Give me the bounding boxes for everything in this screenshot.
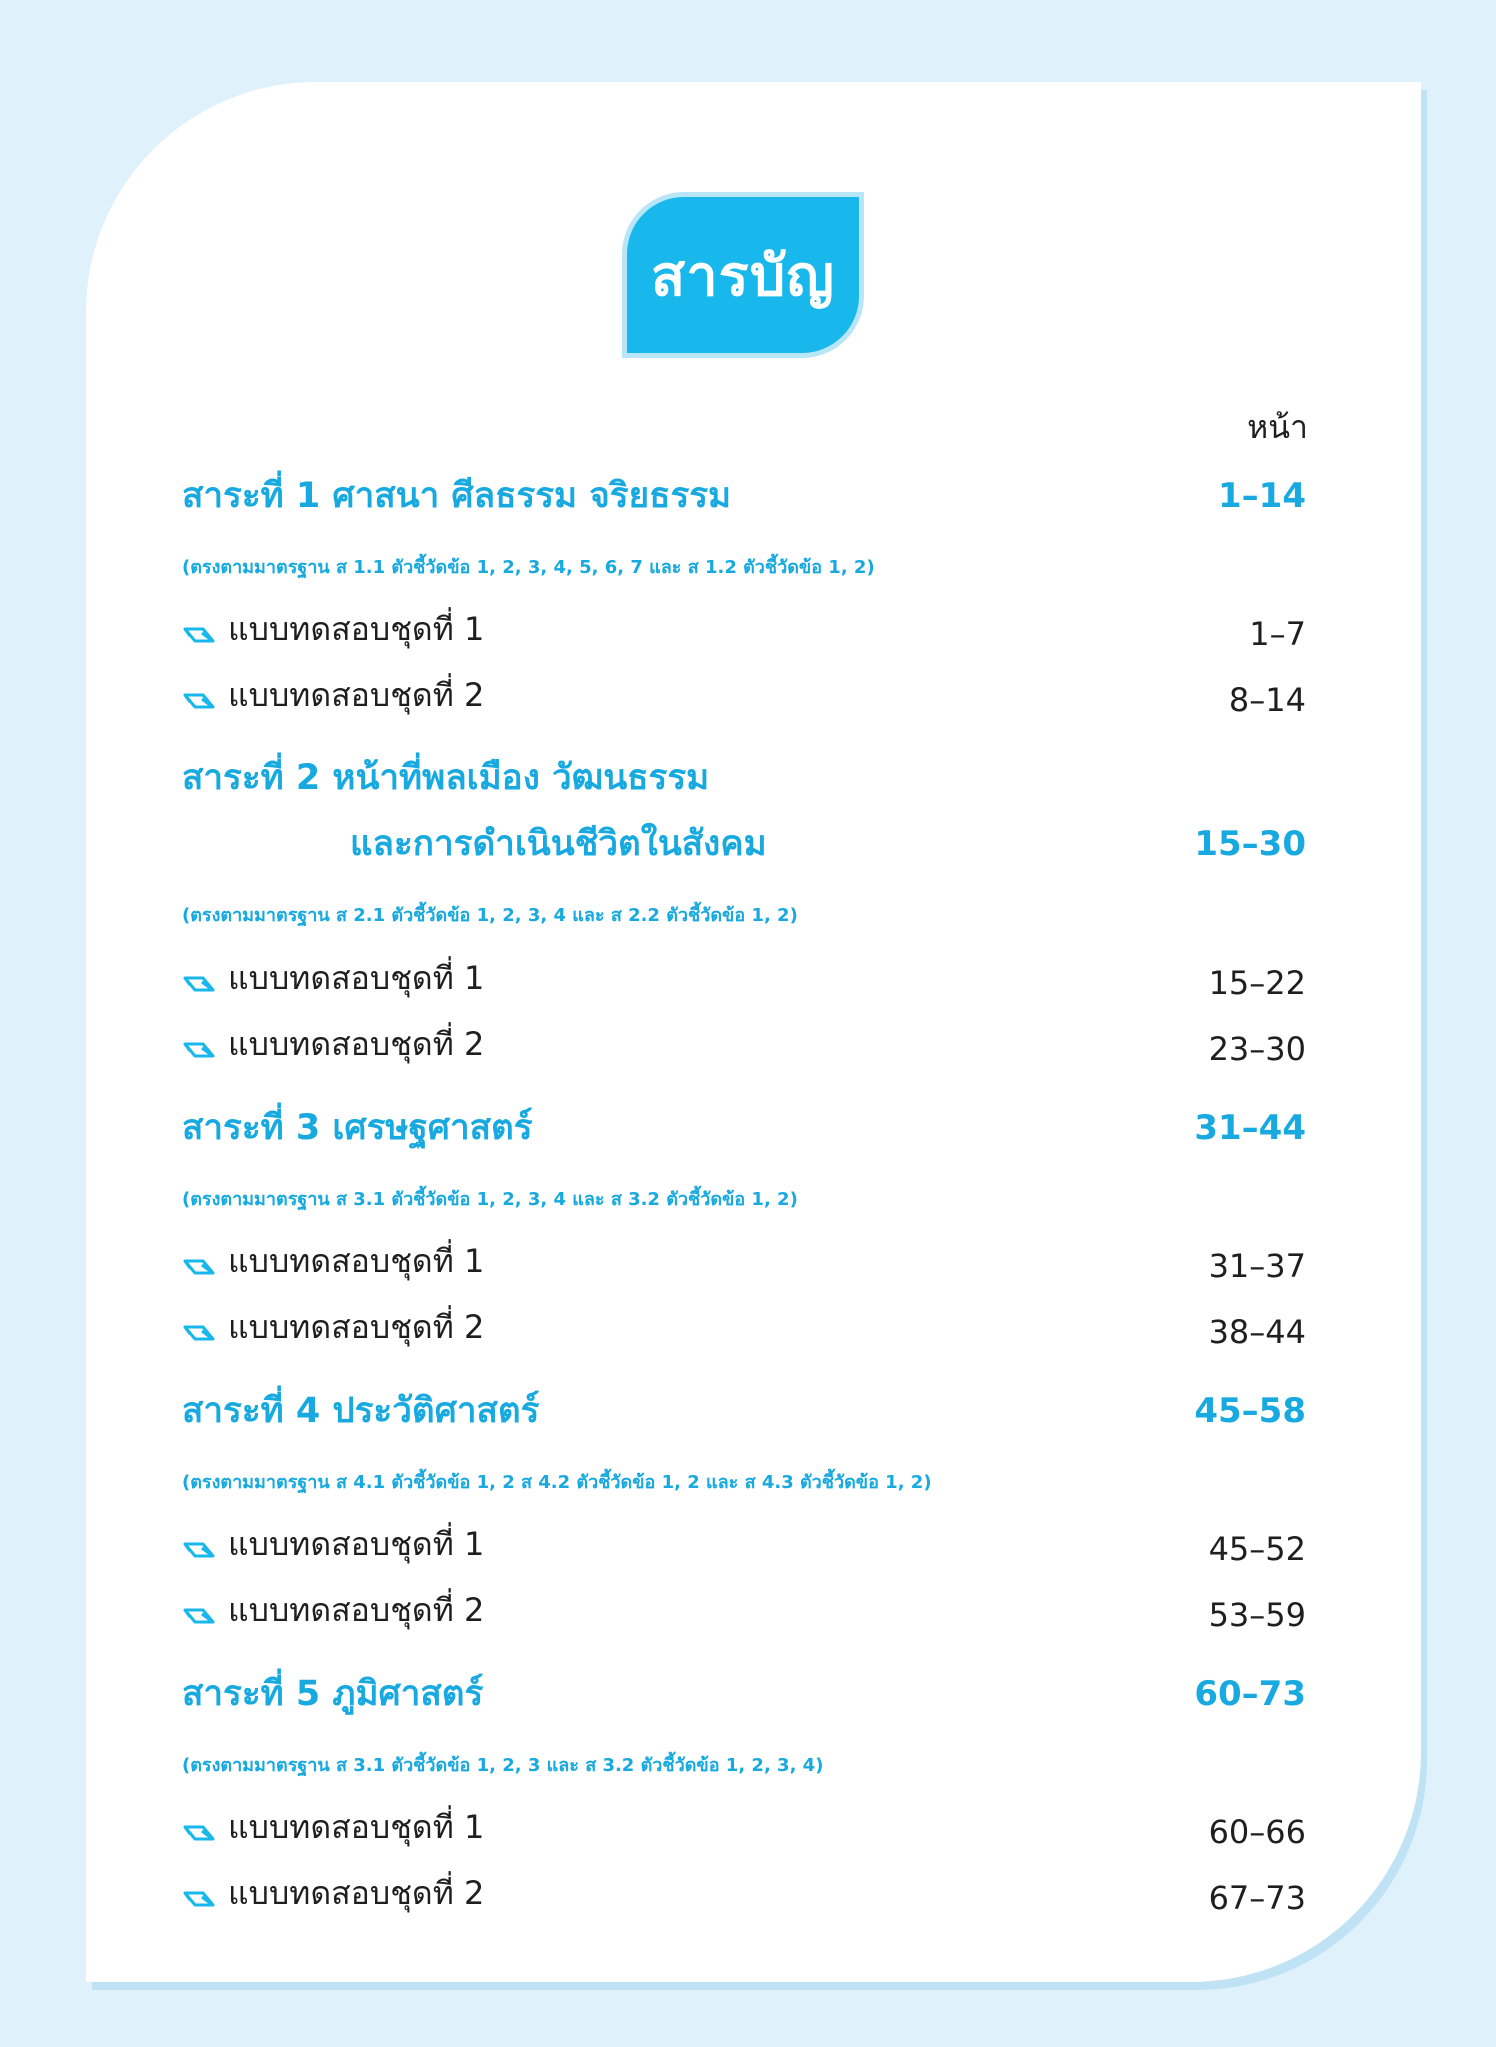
section-heading[interactable] xyxy=(182,750,1306,805)
toc-entry-pages: 8–14 xyxy=(1228,680,1306,719)
toc-entry[interactable] xyxy=(182,1236,1306,1287)
toc-entry[interactable] xyxy=(182,953,1306,1004)
toc-entry-pages: 23–30 xyxy=(1208,1029,1306,1068)
toc-entry-label: แบบทดสอบชุดที่ 1 xyxy=(228,1525,485,1563)
page-column-label: หน้า xyxy=(1247,408,1308,446)
section-page-range: 15–30 xyxy=(1194,824,1306,864)
section-standard-note: (ตรงตามมาตรฐาน ส 2.1 ตัวชี้วัดข้อ 1, 2, 3, 4 และ ส 2.2 ตัวชี้วัดข้อ 1, 2) xyxy=(182,905,798,926)
toc-entry-pages: 38–44 xyxy=(1208,1312,1306,1351)
section-heading[interactable] xyxy=(182,1383,1306,1438)
toc-entry[interactable] xyxy=(182,1519,1306,1570)
section-heading[interactable] xyxy=(182,1666,1306,1721)
toc-entry-label: แบบทดสอบชุดที่ 2 xyxy=(228,676,485,714)
pencil-icon xyxy=(182,1813,216,1843)
section-page-range: 1–14 xyxy=(1218,476,1306,516)
toc-entry[interactable] xyxy=(182,1868,1306,1919)
toc-entry-label: แบบทดสอบชุดที่ 2 xyxy=(228,1874,485,1912)
pencil-icon xyxy=(182,1879,216,1909)
toc-entry-pages: 67–73 xyxy=(1208,1878,1306,1917)
title-badge xyxy=(622,192,864,358)
toc-entry-pages: 53–59 xyxy=(1208,1595,1306,1634)
section-heading-line2[interactable] xyxy=(350,816,1306,871)
pencil-icon xyxy=(182,964,216,994)
toc-entry[interactable] xyxy=(182,1585,1306,1636)
pencil-icon xyxy=(182,1530,216,1560)
section-heading[interactable] xyxy=(182,468,1306,523)
section-title: สาระที่ 5 ภูมิศาสตร์ xyxy=(182,1674,484,1714)
toc-entry-pages: 31–37 xyxy=(1208,1246,1306,1285)
toc-entry-label: แบบทดสอบชุดที่ 1 xyxy=(228,610,485,648)
section-title: สาระที่ 2 หน้าที่พลเมือง วัฒนธรรม xyxy=(182,758,710,798)
toc-entry[interactable] xyxy=(182,1302,1306,1353)
page-title: สารบัญ xyxy=(651,243,835,309)
section-title-line2: และการดำเนินชีวิตในสังคม xyxy=(350,824,767,864)
section-standard-note: (ตรงตามมาตรฐาน ส 3.1 ตัวชี้วัดข้อ 1, 2, 3, 4 และ ส 3.2 ตัวชี้วัดข้อ 1, 2) xyxy=(182,1189,798,1210)
toc-entry-pages: 1–7 xyxy=(1249,614,1306,653)
section-page-range: 60–73 xyxy=(1194,1674,1306,1714)
section-title: สาระที่ 4 ประวัติศาสตร์ xyxy=(182,1391,540,1431)
toc-entry[interactable] xyxy=(182,1802,1306,1853)
section-standard-note: (ตรงตามมาตรฐาน ส 4.1 ตัวชี้วัดข้อ 1, 2 ส 4.2 ตัวชี้วัดข้อ 1, 2 และ ส 4.3 ตัวชี้วัดข้อ 1, 2) xyxy=(182,1472,932,1493)
toc-entry[interactable] xyxy=(182,670,1306,721)
section-page-range: 45–58 xyxy=(1194,1391,1306,1431)
section-standard-note: (ตรงตามมาตรฐาน ส 3.1 ตัวชี้วัดข้อ 1, 2, 3 และ ส 3.2 ตัวชี้วัดข้อ 1, 2, 3, 4) xyxy=(182,1755,824,1776)
pencil-icon xyxy=(182,681,216,711)
section-standard-note: (ตรงตามมาตรฐาน ส 1.1 ตัวชี้วัดข้อ 1, 2, 3, 4, 5, 6, 7 และ ส 1.2 ตัวชี้วัดข้อ 1, 2) xyxy=(182,557,875,578)
section-heading[interactable] xyxy=(182,1100,1306,1155)
toc-entry-pages: 60–66 xyxy=(1208,1812,1306,1851)
toc-entry-pages: 15–22 xyxy=(1208,963,1306,1002)
toc-entry[interactable] xyxy=(182,1019,1306,1070)
toc-entry-label: แบบทดสอบชุดที่ 1 xyxy=(228,959,485,997)
pencil-icon xyxy=(182,1030,216,1060)
pencil-icon xyxy=(182,1313,216,1343)
toc-entry-label: แบบทดสอบชุดที่ 1 xyxy=(228,1808,485,1846)
toc-entry-label: แบบทดสอบชุดที่ 2 xyxy=(228,1591,485,1629)
toc-entry[interactable] xyxy=(182,604,1306,655)
pencil-icon xyxy=(182,1247,216,1277)
section-page-range: 31–44 xyxy=(1194,1108,1306,1148)
section-title: สาระที่ 3 เศรษฐศาสตร์ xyxy=(182,1108,533,1148)
toc-entry-label: แบบทดสอบชุดที่ 1 xyxy=(228,1242,485,1280)
toc-entry-label: แบบทดสอบชุดที่ 2 xyxy=(228,1025,485,1063)
pencil-icon xyxy=(182,615,216,645)
toc-entry-label: แบบทดสอบชุดที่ 2 xyxy=(228,1308,485,1346)
toc-entry-pages: 45–52 xyxy=(1208,1529,1306,1568)
pencil-icon xyxy=(182,1596,216,1626)
section-title: สาระที่ 1 ศาสนา ศีลธรรม จริยธรรม xyxy=(182,476,732,516)
